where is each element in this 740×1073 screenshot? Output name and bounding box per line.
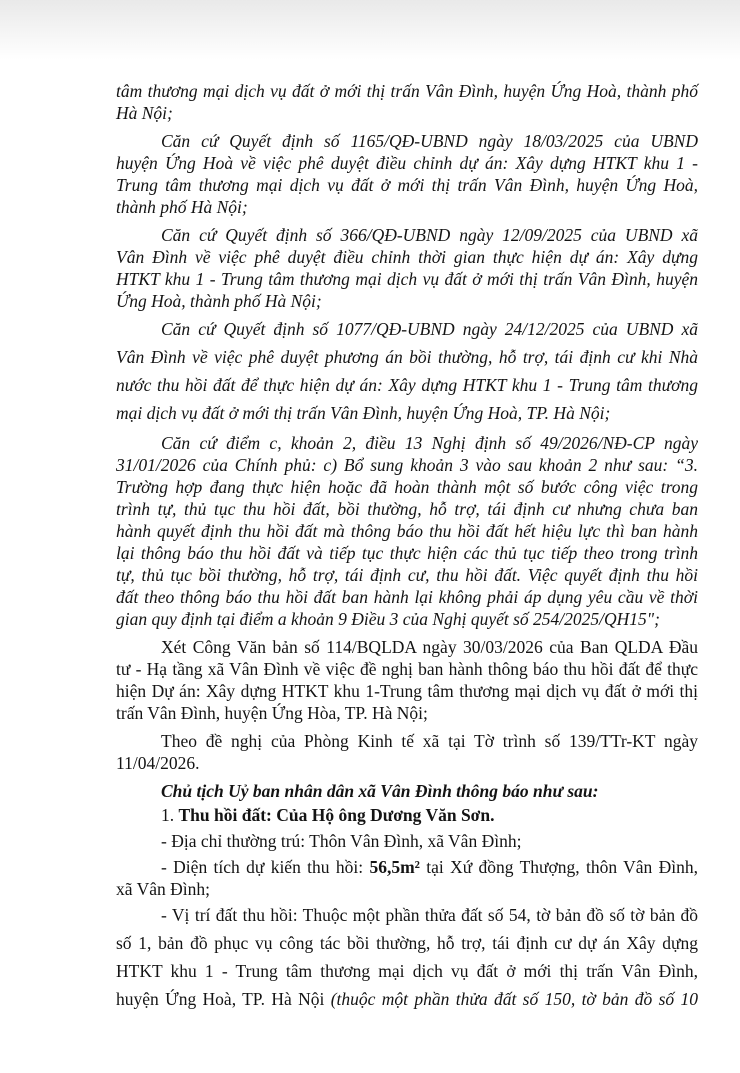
text-line: - Địa chỉ thường trú: Thôn Vân Đình, xã Vân Đình; bbox=[161, 831, 522, 851]
text-line: Căn cứ Quyết định số 366/QĐ-UBND ngày 12/09/2025 của UBND xã bbox=[161, 225, 698, 245]
text-line: Căn cứ điểm c, khoản 2, điều 13 Nghị định số 49/2026/NĐ-CP ngày bbox=[161, 433, 698, 453]
text-line: Xét Công Văn bản số 114/BQLDA ngày 30/03/2026 của Ban QLDA Đầu bbox=[161, 637, 698, 657]
text-line: gian quy định tại điểm a khoản 9 Điều 3 của Nghị quyết số 254/2025/QH15"; bbox=[116, 609, 660, 629]
text-line: số 1, bản đồ phục vụ công tác bồi thường, hỗ trợ, tái định cư dự án Xây dựng bbox=[116, 933, 698, 953]
text-line: huyện Ứng Hoà về việc phê duyệt điều chỉnh dự án: Xây dựng HTKT khu 1 - bbox=[116, 153, 698, 173]
text-line: trình tự, thủ tục thu hồi đất, bồi thường, hỗ trợ, tái định cư nhưng chưa ban bbox=[116, 499, 698, 519]
text-line: 31/01/2026 của Chính phủ: c) Bổ sung khoản 3 vào sau khoản 2 như sau: “3. bbox=[116, 455, 698, 475]
text-line: Vân Đình về việc phê duyệt phương án bồi thường, hỗ trợ, tái định cư khi Nhà bbox=[116, 347, 698, 367]
text-line: Trường hợp đang thực hiện hoặc đã hoàn thành một số bước công việc trong bbox=[116, 477, 698, 497]
text-line: tư - Hạ tầng xã Vân Đình về việc đề nghị ban hành thông báo thu hồi đất để thực bbox=[116, 659, 698, 679]
text-line: Chủ tịch Uỷ ban nhân dân xã Vân Đình thông báo như sau: bbox=[161, 781, 599, 801]
text-line: Trung tâm thương mại dịch vụ đất ở mới thị trấn Vân Đình, huyện Ứng Hoà, bbox=[116, 175, 698, 195]
text-line: - Vị trí đất thu hồi: Thuộc một phần thửa đất số 54, tờ bản đồ số tờ bản đồ bbox=[161, 905, 698, 925]
text-line: tâm thương mại dịch vụ đất ở mới thị trấn Vân Đình, huyện Ứng Hoà, thành phố bbox=[116, 81, 698, 101]
text-line: đất theo thông báo thu hồi đất ban hành lại không phải áp dụng yêu cầu về thời bbox=[116, 587, 698, 607]
text-run: tại Xứ đồng Thượng, thôn Vân Đình, bbox=[419, 857, 698, 877]
text-line: tự, thủ tục bồi thường, hỗ trợ, tái định cư, thu hồi đất. Việc quyết định thu hồi bbox=[116, 565, 698, 585]
text-line: nước thu hồi đất để thực hiện dự án: Xây dựng HTKT khu 1 - Trung tâm thương bbox=[116, 375, 698, 395]
text-run: 1. bbox=[161, 805, 179, 825]
text-line: Ứng Hoà, thành phố Hà Nội; bbox=[116, 291, 322, 311]
text-run: 56,5m² bbox=[369, 857, 420, 877]
text-line: trấn Vân Đình, huyện Ứng Hòa, TP. Hà Nội; bbox=[116, 703, 428, 723]
text-line: 11/04/2026. bbox=[116, 753, 200, 773]
text-line: Căn cứ Quyết định số 1165/QĐ-UBND ngày 18/03/2025 của UBND bbox=[161, 131, 698, 151]
text-line: Vân Đình về việc phê duyệt điều chỉnh thời gian thực hiện dự án: Xây dựng bbox=[116, 247, 698, 267]
text-line: Theo đề nghị của Phòng Kinh tế xã tại Tờ trình số 139/TTr-KT ngày bbox=[161, 731, 698, 751]
text-line: thành phố Hà Nội; bbox=[116, 197, 248, 217]
text-line: HTKT khu 1 - Trung tâm thương mại dịch vụ đất ở mới thị trấn Vân Đình, bbox=[116, 961, 698, 981]
text-run: Thu hồi đất: Của Hộ ông Dương Văn Sơn. bbox=[178, 805, 495, 825]
text-line: Căn cứ Quyết định số 1077/QĐ-UBND ngày 24/12/2025 của UBND xã bbox=[161, 319, 698, 339]
text-line bbox=[161, 856, 698, 878]
text-run: - Diện tích dự kiến thu hồi: bbox=[161, 857, 370, 877]
text-line bbox=[116, 988, 698, 1010]
text-line: xã Vân Đình; bbox=[116, 879, 210, 899]
text-run: (thuộc một phần thửa đất số 150, tờ bản đồ số 10 bbox=[330, 989, 698, 1009]
text-line: hành quyết định thu hồi đất mà thông báo thu hồi đất hết hiệu lực thì ban hành bbox=[116, 521, 698, 541]
text-line bbox=[161, 804, 698, 826]
text-line: HTKT khu 1 - Trung tâm thương mại dịch vụ đất ở mới thị trấn Vân Đình, huyện bbox=[116, 269, 698, 289]
text-line: hiện Dự án: Xây dựng HTKT khu 1-Trung tâm thương mại dịch vụ đất ở mới thị bbox=[116, 681, 698, 701]
text-run: huyện Ứng Hoà, TP. Hà Nội bbox=[116, 989, 331, 1009]
text-line: mại dịch vụ đất ở mới thị trấn Vân Đình, huyện Ứng Hoà, TP. Hà Nội; bbox=[116, 403, 611, 423]
scan-shadow bbox=[0, 0, 740, 60]
text-line: lại thông báo thu hồi đất và tiếp tục thực hiện các thủ tục tiếp theo trong trình bbox=[116, 543, 698, 563]
text-line: Hà Nội; bbox=[116, 103, 173, 123]
